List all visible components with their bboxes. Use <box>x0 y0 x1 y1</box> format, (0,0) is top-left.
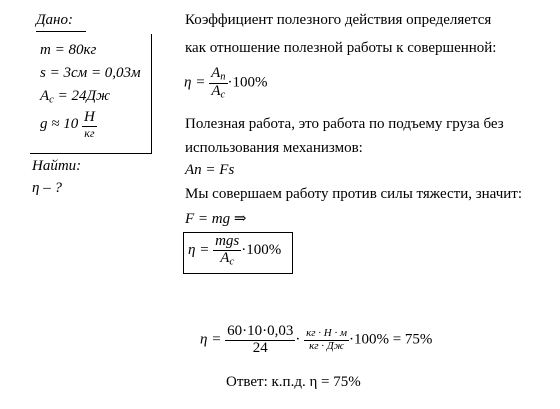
given-header: Дано: <box>36 12 73 28</box>
given-work-subscript: с <box>49 94 54 106</box>
calc-lhs: η = <box>200 331 222 348</box>
efficiency-den-symbol: A <box>211 82 221 99</box>
efficiency-lhs: η = <box>184 74 206 91</box>
useful-work-formula: An = Fs <box>185 162 235 178</box>
boxed-lhs: η = <box>188 242 210 259</box>
calc-dot: · <box>295 331 301 348</box>
boxed-den <box>213 251 241 268</box>
calc-tail: ·100% = 75% <box>348 331 433 348</box>
given-header-underline <box>36 31 86 32</box>
given-distance: s = 3см = 0,03м <box>40 65 141 81</box>
given-gravity <box>40 110 97 139</box>
solution-text-1: Коэффициент полезного действия определяется <box>185 12 492 28</box>
solution-text-5: Мы совершаем работу против силы тяжести, значит: <box>185 186 523 202</box>
solution-text-3: Полезная работа, это работа по подъему груза без <box>185 116 504 132</box>
given-work-symbol: A <box>40 88 50 104</box>
efficiency-num-symbol: A <box>211 65 221 81</box>
boxed-num: mgs <box>215 233 240 249</box>
boxed-formula <box>183 232 293 274</box>
given-gravity-units-num: H <box>83 109 95 125</box>
efficiency-formula <box>184 66 268 100</box>
given-work-value: = 24Дж <box>57 88 110 104</box>
efficiency-den <box>209 84 227 101</box>
calc-den: 24 <box>252 339 268 356</box>
given-gravity-lhs: g ≈ 10 <box>40 116 79 133</box>
given-work <box>40 88 110 106</box>
units-num: кг · Н · м <box>306 327 347 340</box>
efficiency-num <box>209 66 227 84</box>
given-gravity-units-den: кг <box>84 125 95 140</box>
given-mass: m = 80кг <box>40 42 97 58</box>
efficiency-tail: ·100% <box>227 74 268 91</box>
find-header: Найти: <box>32 158 82 174</box>
solution-text-2: как отношение полезной работы к совершенной: <box>185 40 497 56</box>
boxed-den-subscript: с <box>229 256 235 268</box>
solution-text-4: использования механизмов: <box>185 140 363 156</box>
efficiency-num-subscript: п <box>220 71 226 83</box>
calc-fraction <box>225 324 295 357</box>
boxed-tail: ·100% <box>241 242 282 259</box>
find-target: η – ? <box>32 180 62 196</box>
boxed-fraction <box>213 234 241 267</box>
efficiency-fraction <box>209 66 227 100</box>
given-divider-horizontal <box>30 153 152 154</box>
gravity-formula: F = mg ⇒ <box>185 211 247 227</box>
boxed-den-symbol: A <box>220 249 230 266</box>
given-divider-vertical <box>151 34 152 154</box>
given-gravity-units <box>82 110 97 139</box>
calculation-formula <box>200 324 432 357</box>
units-fraction <box>304 328 349 352</box>
units-den: кг · Дж <box>309 339 344 352</box>
answer-line: Ответ: к.п.д. η = 75% <box>226 374 361 390</box>
calc-num: 60·10·0,03 <box>227 323 294 339</box>
efficiency-den-subscript: с <box>220 89 226 101</box>
